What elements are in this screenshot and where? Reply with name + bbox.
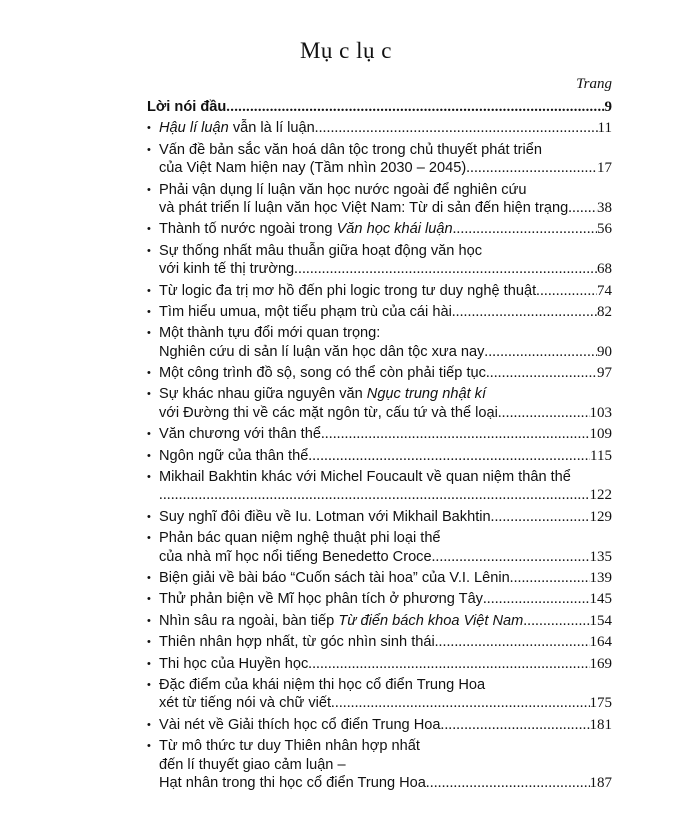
toc-line bbox=[159, 716, 612, 734]
entry-title bbox=[159, 119, 315, 137]
toc-entry[interactable] bbox=[147, 321, 612, 361]
dot-leader bbox=[484, 343, 597, 361]
dot-leader bbox=[441, 716, 590, 734]
toc-entry[interactable] bbox=[147, 217, 612, 238]
page-number: 154 bbox=[589, 612, 612, 629]
bullet-icon: • bbox=[147, 428, 151, 441]
entry-title bbox=[159, 590, 483, 608]
page-number: 97 bbox=[597, 365, 612, 382]
title-segment: Nghiên cứu di sản lí luận văn học dân tộc xưa nay bbox=[159, 343, 485, 360]
entry-title bbox=[159, 569, 510, 587]
page-number: 122 bbox=[589, 487, 612, 504]
entry-title bbox=[159, 182, 526, 198]
toc-line bbox=[159, 569, 612, 587]
bullet-icon: • bbox=[147, 678, 151, 691]
page-number: 109 bbox=[589, 426, 612, 443]
entry-title bbox=[159, 530, 441, 546]
toc-line bbox=[147, 98, 612, 116]
entry-title bbox=[159, 386, 486, 402]
title-segment: Thành tố nước ngoài trong bbox=[159, 221, 337, 238]
toc-entry[interactable] bbox=[147, 239, 612, 279]
toc-entry[interactable] bbox=[147, 652, 612, 673]
entry-title bbox=[159, 282, 536, 300]
toc-entry[interactable] bbox=[147, 734, 612, 792]
toc-line bbox=[159, 385, 612, 403]
title-segment: Phản bác quan niệm nghệ thuật phi loại thể bbox=[159, 530, 441, 547]
toc-entry[interactable] bbox=[147, 566, 612, 587]
entry-title bbox=[159, 447, 308, 465]
entry-title bbox=[159, 716, 441, 734]
bullet-icon: • bbox=[147, 636, 151, 649]
entry-title bbox=[159, 260, 294, 278]
dot-leader bbox=[308, 655, 589, 673]
page-number: 74 bbox=[597, 282, 612, 299]
toc-line bbox=[159, 676, 612, 694]
bullet-icon: • bbox=[147, 657, 151, 670]
page-number: 181 bbox=[589, 716, 612, 733]
entry-title bbox=[159, 548, 432, 566]
toc-line bbox=[159, 468, 612, 486]
title-segment: Hạt nhân trong thi học cổ điển Trung Hoa bbox=[159, 774, 426, 791]
title-segment: Thi học của Huyền học bbox=[159, 655, 309, 672]
toc-line bbox=[159, 590, 612, 608]
toc-entry[interactable] bbox=[147, 422, 612, 443]
toc-entry[interactable] bbox=[147, 361, 612, 382]
entry-title bbox=[159, 199, 568, 217]
title-segment: Ngôn ngữ của thân thể bbox=[159, 447, 309, 464]
bullet-icon: • bbox=[147, 718, 151, 731]
page-column-header: Trang bbox=[576, 76, 612, 92]
toc-line bbox=[159, 199, 612, 217]
toc-line bbox=[159, 119, 612, 137]
toc-entry[interactable] bbox=[147, 138, 612, 178]
title-segment: vẫn là lí luận bbox=[228, 120, 315, 137]
dot-leader bbox=[426, 774, 590, 792]
title-segment: Văn chương với thân thể bbox=[159, 426, 321, 443]
toc-entry[interactable] bbox=[147, 713, 612, 734]
page-number: 135 bbox=[589, 548, 612, 565]
entry-title bbox=[159, 303, 452, 321]
title-segment: Đặc điểm của khái niệm thi học cổ điển Trung Hoa bbox=[159, 676, 486, 693]
page-number: 145 bbox=[589, 591, 612, 608]
toc-line bbox=[159, 159, 612, 177]
toc-entry[interactable] bbox=[147, 526, 612, 566]
title-segment: Biện giải về bài báo “Cuốn sách tài hoa” của V.I. Lênin bbox=[159, 569, 510, 586]
title-segment: đến lí thuyết giao cảm luận – bbox=[159, 756, 346, 773]
toc-line bbox=[159, 612, 612, 630]
page-number: 169 bbox=[589, 655, 612, 672]
toc-line bbox=[159, 282, 612, 300]
toc-line bbox=[159, 756, 612, 774]
dot-leader bbox=[315, 119, 598, 137]
title-segment: Vấn đề bản sắc văn hoá dân tộc trong chủ thuyết phát triển bbox=[159, 141, 542, 158]
dot-leader bbox=[491, 508, 590, 526]
entry-title bbox=[159, 738, 420, 754]
toc-line bbox=[159, 404, 612, 422]
page-number: 103 bbox=[589, 404, 612, 421]
title-segment: Vài nét về Giải thích học cổ điển Trung Hoa bbox=[159, 716, 441, 733]
toc-line bbox=[159, 260, 612, 278]
toc-line bbox=[159, 548, 612, 566]
page-number: 9 bbox=[604, 99, 612, 115]
page-number: 115 bbox=[590, 447, 612, 464]
toc-line bbox=[159, 529, 612, 547]
entry-title bbox=[159, 343, 484, 361]
toc-line bbox=[159, 343, 612, 361]
title-segment: Mikhail Bakhtin khác với Michel Foucault về quan niệm thân thể bbox=[159, 469, 571, 486]
bullet-icon: • bbox=[147, 367, 151, 380]
entry-title bbox=[159, 142, 542, 158]
dot-leader bbox=[483, 590, 590, 608]
entry-title bbox=[159, 325, 380, 341]
toc-line bbox=[159, 633, 612, 651]
entry-title bbox=[159, 655, 308, 673]
toc-entry[interactable] bbox=[147, 178, 612, 218]
dot-leader bbox=[568, 199, 597, 217]
dot-leader bbox=[331, 694, 589, 712]
toc-line bbox=[159, 324, 612, 342]
toc-line bbox=[159, 425, 612, 443]
toc-entry[interactable] bbox=[147, 465, 612, 505]
toc-line bbox=[159, 694, 612, 712]
bullet-icon: • bbox=[147, 122, 151, 135]
entry-title bbox=[159, 633, 435, 651]
bullet-icon: • bbox=[147, 571, 151, 584]
bullet-icon: • bbox=[147, 143, 151, 156]
bullet-icon: • bbox=[147, 327, 151, 340]
toc-entry[interactable] bbox=[147, 116, 612, 137]
dot-leader bbox=[435, 633, 590, 651]
entry-title bbox=[159, 404, 498, 422]
entry-title bbox=[159, 612, 523, 630]
entry-title bbox=[159, 774, 426, 792]
toc-entry[interactable] bbox=[147, 609, 612, 630]
toc-entry[interactable] bbox=[147, 505, 612, 526]
toc-entry[interactable] bbox=[147, 587, 612, 608]
dot-leader bbox=[321, 425, 590, 443]
title-segment: của nhà mĩ học nổi tiếng Benedetto Croce bbox=[159, 548, 432, 565]
toc-line bbox=[159, 303, 612, 321]
bullet-icon: • bbox=[147, 388, 151, 401]
toc-entry[interactable] bbox=[147, 279, 612, 300]
page-number: 38 bbox=[597, 199, 612, 216]
dot-leader bbox=[486, 364, 597, 382]
toc-line bbox=[159, 242, 612, 260]
toc-line bbox=[159, 774, 612, 792]
table-of-contents bbox=[147, 98, 612, 792]
entry-title bbox=[159, 159, 466, 177]
dot-leader bbox=[226, 98, 604, 116]
dot-leader bbox=[294, 260, 597, 278]
italic-title: Ngục trung nhật kí bbox=[366, 386, 487, 403]
toc-line bbox=[159, 141, 612, 159]
entry-title bbox=[159, 757, 346, 773]
dot-leader bbox=[453, 220, 597, 238]
bullet-icon: • bbox=[147, 223, 151, 236]
toc-line bbox=[159, 508, 612, 526]
toc-entry[interactable] bbox=[147, 382, 612, 422]
bullet-icon: • bbox=[147, 532, 151, 545]
title-segment: Sự thống nhất mâu thuẫn giữa hoạt động văn học bbox=[159, 242, 483, 259]
toc-line bbox=[159, 655, 612, 673]
title-segment: với Đường thi về các mặt ngôn từ, cấu tứ và thể loại bbox=[159, 404, 498, 421]
title-segment: Phải vận dụng lí luận văn học nước ngoài để nghiên cứu bbox=[159, 181, 527, 198]
title-segment: Một thành tựu đổi mới quan trọng: bbox=[159, 325, 381, 342]
dot-leader bbox=[523, 612, 589, 630]
entry-title bbox=[159, 425, 321, 443]
bullet-icon: • bbox=[147, 244, 151, 257]
dot-leader bbox=[466, 159, 597, 177]
dot-leader bbox=[308, 447, 590, 465]
toc-line bbox=[159, 220, 612, 238]
bullet-icon: • bbox=[147, 449, 151, 462]
entry-title: Lời nói đầu bbox=[147, 99, 227, 115]
dot-leader bbox=[510, 569, 590, 587]
page-number: 164 bbox=[589, 634, 612, 651]
dot-leader bbox=[498, 404, 590, 422]
toc-entry[interactable] bbox=[147, 300, 612, 321]
dot-leader bbox=[432, 548, 590, 566]
italic-title: Văn học khái luận bbox=[336, 221, 453, 238]
entry-title bbox=[159, 243, 482, 259]
dot-leader bbox=[452, 303, 597, 321]
page-number: 90 bbox=[597, 343, 612, 360]
entry-title bbox=[159, 677, 485, 693]
entry-title bbox=[159, 694, 331, 712]
toc-entry-preface[interactable] bbox=[147, 98, 612, 116]
toc-line bbox=[159, 737, 612, 755]
page-number: 11 bbox=[597, 120, 612, 137]
entry-title bbox=[159, 508, 491, 526]
page-number: 175 bbox=[589, 695, 612, 712]
bullet-icon: • bbox=[147, 471, 151, 484]
page-number: 129 bbox=[589, 508, 612, 525]
entry-title bbox=[159, 364, 486, 382]
title-segment: Thiên nhân hợp nhất, từ góc nhìn sinh thái bbox=[159, 634, 435, 651]
title-segment: Từ mô thức tư duy Thiên nhân hợp nhất bbox=[159, 738, 420, 755]
page-number: 139 bbox=[589, 569, 612, 586]
toc-entry[interactable] bbox=[147, 630, 612, 651]
title-segment: với kinh tế thị trường bbox=[159, 261, 295, 278]
dot-leader bbox=[536, 282, 597, 300]
title-segment: Thử phản biện về Mĩ học phân tích ở phương Tây bbox=[159, 591, 483, 608]
title-segment: Một công trình đồ sộ, song có thể còn phải tiếp tục bbox=[159, 365, 486, 382]
title-segment: và phát triển lí luận văn học Việt Nam: Từ di sản đến hiện trạng bbox=[159, 199, 569, 216]
page-number: 187 bbox=[589, 774, 612, 791]
italic-title: Từ điển bách khoa Việt Nam bbox=[338, 612, 524, 629]
bullet-icon: • bbox=[147, 614, 151, 627]
page-title: Mụ c lụ c bbox=[299, 38, 392, 63]
toc-line bbox=[159, 364, 612, 382]
entry-title bbox=[159, 469, 571, 485]
title-segment: xét từ tiếng nói và chữ viết bbox=[159, 695, 332, 712]
toc-entry[interactable] bbox=[147, 673, 612, 713]
bullet-icon: • bbox=[147, 183, 151, 196]
page-number: 68 bbox=[597, 261, 612, 278]
bullet-icon: • bbox=[147, 510, 151, 523]
page-number: 17 bbox=[597, 160, 612, 177]
toc-line bbox=[159, 486, 612, 504]
toc-line bbox=[159, 447, 612, 465]
dot-leader bbox=[159, 486, 590, 504]
title-segment: Tìm hiểu umua, một tiểu phạm trù của cái hài bbox=[159, 303, 452, 320]
page-number: 82 bbox=[597, 303, 612, 320]
bullet-icon: • bbox=[147, 740, 151, 753]
title-segment: của Việt Nam hiện nay (Tầm nhìn 2030 – 2045) bbox=[159, 160, 467, 177]
bullet-icon: • bbox=[147, 284, 151, 297]
toc-entry[interactable] bbox=[147, 444, 612, 465]
bullet-icon: • bbox=[147, 305, 151, 318]
italic-title: Hậu lí luận bbox=[159, 120, 229, 137]
title-segment: Từ logic đa trị mơ hồ đến phi logic trong tư duy nghệ thuật bbox=[159, 282, 537, 299]
entry-title bbox=[159, 220, 453, 238]
toc-line bbox=[159, 181, 612, 199]
page-number: 56 bbox=[597, 221, 612, 238]
title-segment: Nhìn sâu ra ngoài, bàn tiếp bbox=[159, 612, 339, 629]
title-segment: Sự khác nhau giữa nguyên văn bbox=[159, 386, 367, 403]
bullet-icon: • bbox=[147, 593, 151, 606]
title-segment: Suy nghĩ đôi điều về Iu. Lotman với Mikhail Bakhtin bbox=[159, 508, 491, 525]
